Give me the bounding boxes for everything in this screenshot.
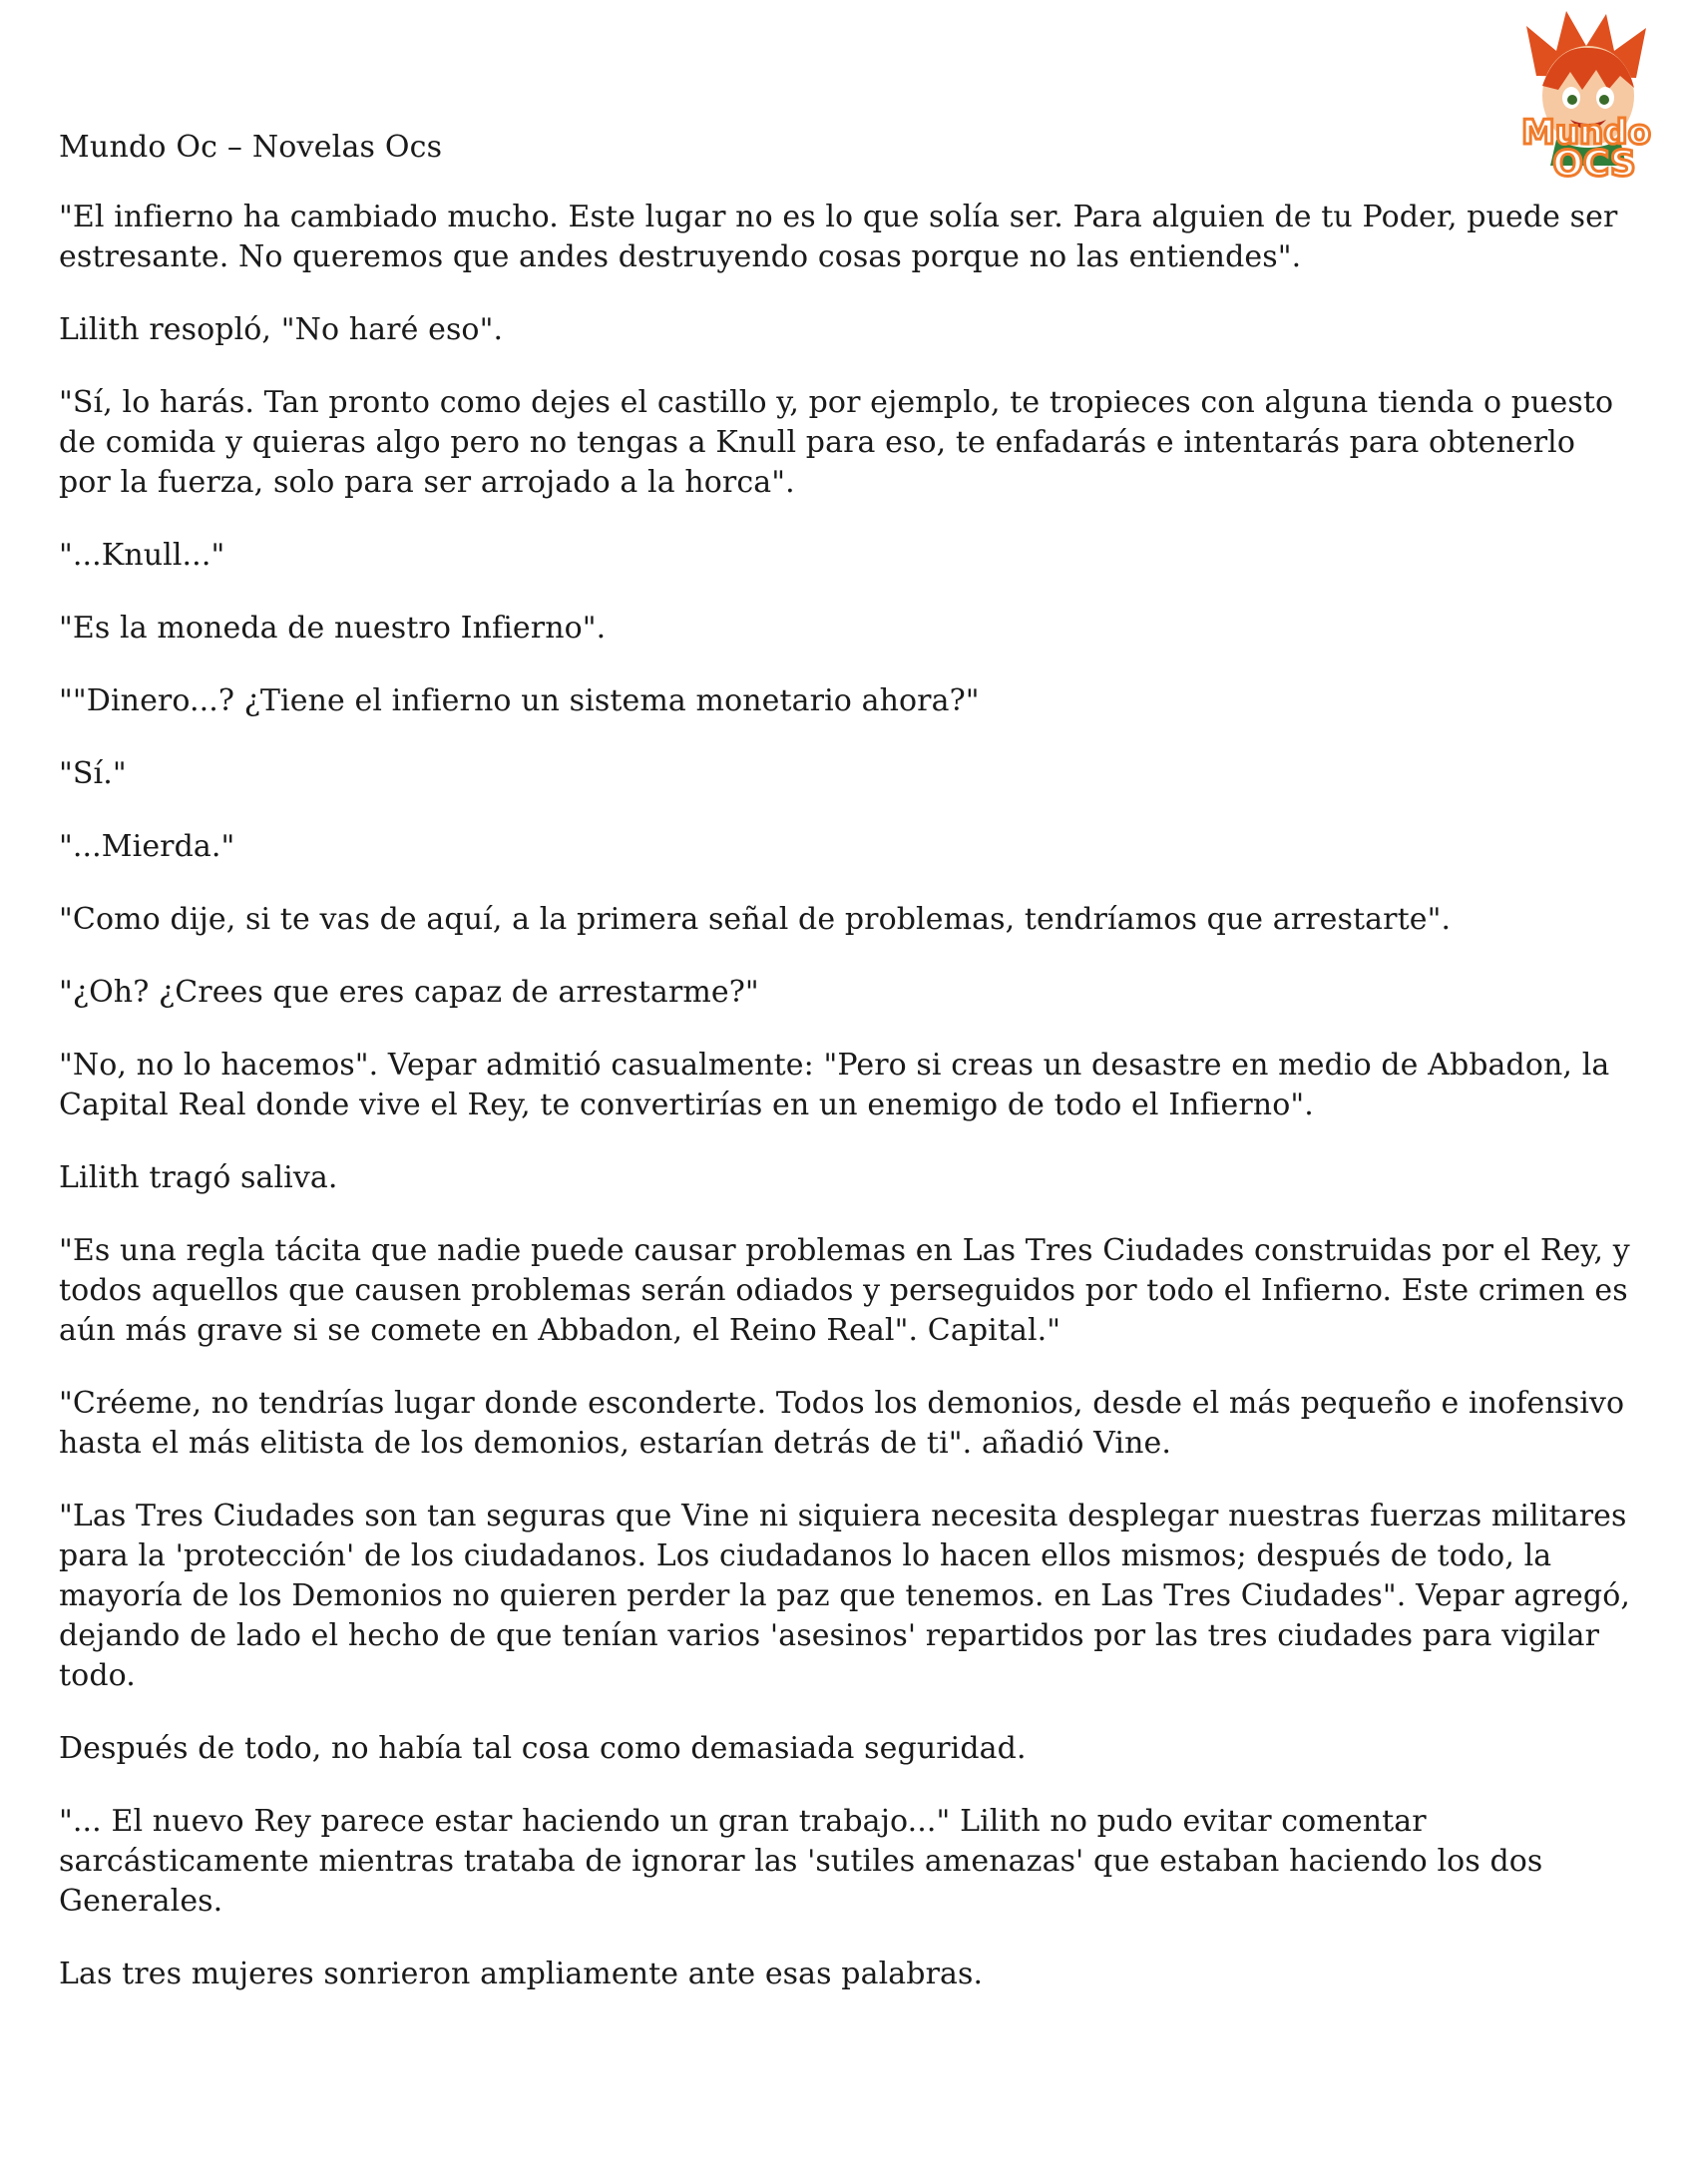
paragraph: "...Mierda." [59,829,235,864]
document-header: Mundo Oc – Novelas Ocs [59,130,443,165]
paragraph: Lilith tragó saliva. [59,1160,338,1195]
paragraph: "...Knull..." [59,538,225,573]
paragraph: "No, no lo hacemos". Vepar admitió casualmente: "Pero si creas un desastre en medio de Abbadon, la Capital Real donde vive el Rey, te convertirías en un enemigo de todo el Infierno". [59,1048,1610,1122]
paragraph: "Las Tres Ciudades son tan seguras que Vine ni siquiera necesita desplegar nuestras fuerzas militares para la 'protección' de los ciudadanos. Los ciudadanos lo hacen ellos mismos; después de todo, la mayoría de los Demonios no quieren perder la paz que tenemos. en Las Tres Ciudades". Vepar agregó, dejando de lado el hecho de que tenían varios 'asesinos' repartidos por las tres ciudades para vigilar todo. [59,1499,1630,1693]
document-page [59,128,1635,2027]
logo-word-bottom: OCS [1552,144,1636,185]
logo-word-top: Mundo [1521,114,1651,153]
paragraph: "Como dije, si te vas de aquí, a la primera señal de problemas, tendríamos que arrestarte". [59,902,1452,937]
paragraph: "Es la moneda de nuestro Infierno". [59,611,607,646]
paragraph: "... El nuevo Rey parece estar haciendo un gran trabajo..." Lilith no pudo evitar comentar sarcásticamente mientras trataba de ignorar las 'sutiles amenazas' que estaban haciendo los dos Generales. [59,1804,1543,1919]
paragraph: "Sí, lo harás. Tan pronto como dejes el castillo y, por ejemplo, te tropieces con alguna tienda o puesto de comida y quieras algo pero no tengas a Knull para eso, te enfadarás e intentarás para obtenerlo por la fuerza, solo para ser arrojado a la horca". [59,385,1614,500]
document-body [59,198,1635,1994]
paragraph: ""Dinero...? ¿Tiene el infierno un sistema monetario ahora?" [59,683,980,718]
paragraph: Lilith resopló, "No haré eso". [59,312,504,347]
paragraph: "Créeme, no tendrías lugar donde esconderte. Todos los demonios, desde el más pequeño e inofensivo hasta el más elitista de los demonios, estarían detrás de ti". añadió Vine. [59,1386,1625,1461]
paragraph: "Sí." [59,756,127,791]
paragraph: "¿Oh? ¿Crees que eres capaz de arrestarme?" [59,975,759,1010]
paragraph: "El infierno ha cambiado mucho. Este lugar no es lo que solía ser. Para alguien de tu Poder, puede ser estresante. No queremos que andes destruyendo cosas porque no las entiendes". [59,200,1618,274]
paragraph: Después de todo, no había tal cosa como demasiada seguridad. [59,1731,1027,1766]
paragraph: "Es una regla tácita que nadie puede causar problemas en Las Tres Ciudades construidas por el Rey, y todos aquellos que causen problemas serán odiados y perseguidos por todo el Infierno. Este crimen es aún más grave si se comete en Abbadon, el Reino Real". Capital." [59,1233,1630,1348]
paragraph: Las tres mujeres sonrieron ampliamente ante esas palabras. [59,1957,984,1991]
